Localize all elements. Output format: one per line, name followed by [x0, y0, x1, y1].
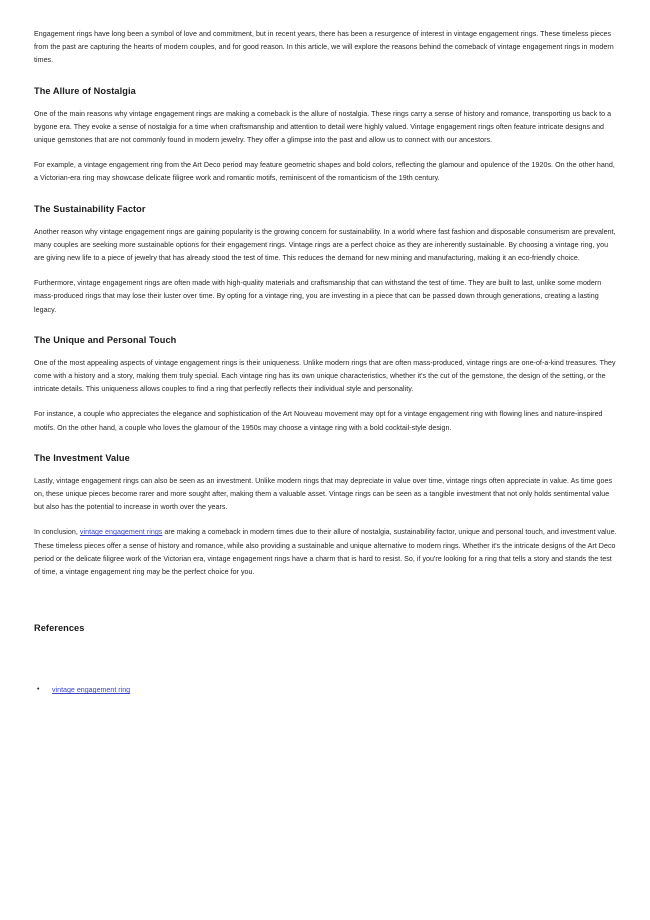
paragraph-investment-1: Lastly, vintage engagement rings can also be seen as an investment. Unlike modern rings that may depreciate in value over time, vintage rings often appreciate in value. As time goes on, these unique pieces become rarer and more sought after, making them a valuable asset. Vintage rings can be seen as a tangible investment that not only holds sentimental value but also has the potential to increase in worth over the years.	[34, 476, 613, 512]
conclusion-rest-text: are making a comeback in modern times due to their allure of nostalgia, sustainability factor, unique and personal touch, and investment value. These timeless pieces offer a sense of history and romance, while also providing a sustainable and unique alternative to modern rings. Whether it's the intricate designs of the Art Deco period or the delicate filigree work of the Victorian era, vintage engagement rings have a charm that is hard to resist. So, if you're looking for a ring that tells a story and stands the test of time, a vintage engagement ring may be the perfect choice for you.	[34, 528, 617, 577]
references-list	[34, 684, 617, 697]
paragraph-unique-2: For instance, a couple who appreciates the elegance and sophistication of the Art Nouveau movement may opt for a vintage engagement ring with flowing lines and nature-inspired motifs. On the other hand, a couple who loves the glamour of the 1950s may choose a vintage ring with a bold cocktail-style design.	[34, 410, 603, 432]
conclusion-lead-text: In conclusion,	[34, 528, 80, 537]
paragraph-sustainability-2: Furthermore, vintage engagement rings are often made with high-quality materials and craftsmanship that can withstand the test of time. They are built to last, unlike some modern mass-produced rings that may lose their luster over time. By opting for a vintage ring, you are investing in a piece that can be passed down through generations, creating a lasting legacy.	[34, 279, 602, 314]
heading-unique-and-personal-touch: The Unique and Personal Touch	[34, 334, 177, 345]
vintage-engagement-rings-link[interactable]: vintage engagement rings	[79, 528, 163, 537]
paragraph-intro: Engagement rings have long been a symbol of love and commitment, but in recent years, there has been a resurgence of interest in vintage engagement rings. These timeless pieces from the past are capturing the hearts of modern couples, and for good reason. In this article, we will explore the reasons behind the comeback of vintage engagement rings in modern times.	[34, 30, 614, 65]
heading-references: References	[34, 623, 85, 634]
heading-allure-of-nostalgia: The Allure of Nostalgia	[34, 85, 136, 96]
paragraph-nostalgia-2: For example, a vintage engagement ring from the Art Deco period may feature geometric shapes and bold colors, reflecting the glamour and opulence of the 1920s. On the other hand, a Victorian-era ring may showcase delicate filigree work and romantic motifs, reminiscent of the romanticism of the 19th century.	[34, 161, 615, 183]
paragraph-nostalgia-1: One of the main reasons why vintage engagement rings are making a comeback is the allure of nostalgia. These rings carry a sense of history and romance, transporting us back to a bygone era. They evoke a sense of nostalgia for a time when craftsmanship and attention to detail were highly valued. Vintage engagement rings often feature intricate designs and unique gemstones that are not commonly found in modern jewelry. They offer a glimpse into the past and allow us to connect with our ancestors.	[34, 109, 612, 145]
paragraph-conclusion	[34, 526, 617, 579]
heading-investment-value: The Investment Value	[34, 452, 130, 463]
paragraph-sustainability-1: Another reason why vintage engagement rings are gaining popularity is the growing concern for sustainability. In a world where fast fashion and disposable consumerism are prevalent, many couples are seeking more sustainable options for their engagement rings. Vintage rings are a perfect choice as they are inherently sustainable. By choosing a vintage ring, you are giving new life to a piece of jewelry that has already stood the test of time. This reduces the demand for new mining and manufacturing, making it an eco-friendly choice.	[34, 227, 616, 263]
reference-link-vintage-engagement-ring[interactable]: vintage engagement ring	[52, 686, 131, 695]
paragraph-unique-1: One of the most appealing aspects of vintage engagement rings is their uniqueness. Unlike modern rings that are often mass-produced, vintage rings are one-of-a-kind treasures. They come with a history and a story, making them truly special. Each vintage ring has its own unique characteristics, whether it's the cut of the gemstone, the design of the setting, or the intricate details. This uniqueness allows couples to find a ring that perfectly reflects their individual style and personality.	[34, 358, 616, 394]
list-item	[34, 684, 617, 697]
heading-sustainability-factor: The Sustainability Factor	[34, 203, 146, 214]
